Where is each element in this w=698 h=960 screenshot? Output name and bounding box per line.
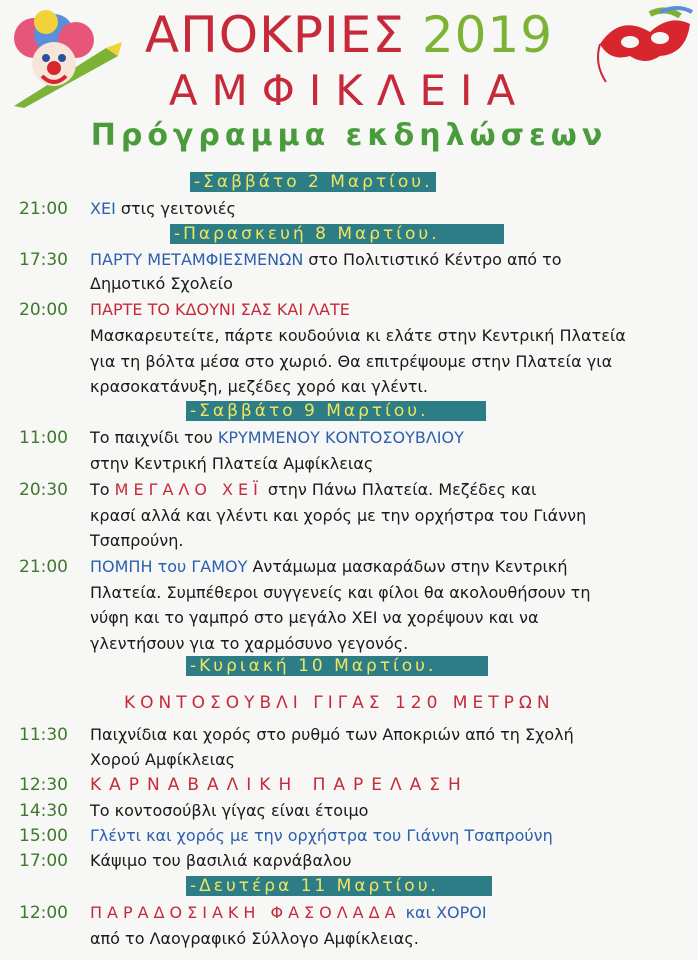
- title-year: 2019: [421, 6, 554, 64]
- event-line: κρασί αλλά και γλέντι και χορός με την ορχήστρα του Γιάννη: [90, 506, 587, 525]
- event-time: 21:00: [19, 199, 68, 219]
- day-banner-2: -Παρασκευή 8 Μαρτίου.: [170, 224, 504, 244]
- event-line: γλεντήσουν για το χαρμόσυνο γεγονός.: [90, 634, 409, 653]
- event-line: νύφη και το γαμπρό στο μεγάλο ΧΕΙ να χορέψουν και να: [90, 608, 539, 627]
- event-line: ΧΕΙ στις γειτονιές: [90, 199, 236, 218]
- poster-title: [0, 6, 698, 64]
- event-highlight: ΠΑΡΤΥ ΜΕΤΑΜΦΙΕΣΜΕΝΩΝ: [90, 250, 304, 269]
- event-line: ΠΑΡΤΥ ΜΕΤΑΜΦΙΕΣΜΕΝΩΝ στο Πολιτιστικό Κέντρο από το: [90, 250, 562, 269]
- event-highlight: ΠΑΡΑΔΟΣΙΑΚΗ ΦΑΣΟΛΑΔΑ: [90, 903, 401, 922]
- event-line: ΠΟΜΠΗ του ΓΑΜΟΥ Αντάμωμα μασκαράδων στην Κεντρική: [90, 557, 568, 576]
- event-line: Παιχνίδια και χορός στο ρυθμό των Αποκριών από τη Σχολή: [90, 725, 574, 744]
- kontosouvli-headline: ΚΟΝΤΟΣΟΥΒΛΙ ΓΙΓΑΣ 120 ΜΕΤΡΩΝ: [124, 693, 555, 713]
- event-line: Τσαπρούνη.: [90, 531, 184, 550]
- event-time: 17:30: [19, 250, 68, 270]
- event-highlight: ΜΕΓΑΛΟ ΧΕΪ: [114, 480, 263, 499]
- event-line: Το κοντοσούβλι γίγας είναι έτοιμο: [90, 801, 369, 820]
- event-line: Γλέντι και χορός με την ορχήστρα του Γιάννη Τσαπρούνη: [90, 826, 553, 845]
- event-line: στην Κεντρική Πλατεία Αμφίκλειας: [90, 454, 374, 473]
- event-time: 12:00: [19, 903, 68, 923]
- event-highlight: ΠΑΡΤΕ ΤΟ ΚΔΟΥΝΙ ΣΑΣ ΚΑΙ ΛΑΤΕ: [90, 300, 350, 319]
- event-line: από το Λαογραφικό Σύλλογο Αμφίκλειας.: [90, 929, 419, 948]
- town-name: ΑΜΦΙΚΛΕΙΑ: [168, 66, 530, 115]
- event-line: Δημοτικό Σχολείο: [90, 274, 233, 293]
- event-highlight: ΚΑΡΝΑΒΑΛΙΚΗ ΠΑΡΕΛΑΣΗ: [90, 775, 469, 795]
- event-time: 11:30: [19, 725, 68, 745]
- event-highlight: ΧΕΙ: [90, 199, 116, 218]
- event-line: Χορού Αμφίκλειας: [90, 750, 236, 769]
- event-line: κρασοκατάνυξη, μεζέδες χορό και γλέντι.: [90, 377, 428, 396]
- event-time: 12:30: [19, 775, 68, 795]
- event-time: 17:00: [19, 851, 68, 871]
- program-subtitle: Πρόγραμμα εκδηλώσεων: [90, 118, 608, 153]
- event-line: Το ΜΕΓΑΛΟ ΧΕΪ στην Πάνω Πλατεία. Μεζέδες και: [90, 480, 537, 499]
- event-line: Κάψιμο του βασιλιά καρνάβαλου: [90, 851, 352, 870]
- day-banner-1: -Σαββάτο 2 Μαρτίου.: [190, 172, 436, 192]
- event-line: ΠΑΡΑΔΟΣΙΑΚΗ ΦΑΣΟΛΑΔΑ και ΧΟΡΟΙ: [90, 903, 487, 922]
- day-banner-4: -Κυριακή 10 Μαρτίου.: [186, 656, 488, 676]
- day-banner-5: -Δευτέρα 11 Μαρτίου.: [186, 876, 492, 896]
- event-line: για τη βόλτα μέσα στο χωριό. Θα επιτρέψουμε στην Πλατεία για: [90, 352, 613, 371]
- day-banner-3: -Σαββάτο 9 Μαρτίου.: [186, 401, 486, 421]
- event-line: Το παιχνίδι του ΚΡΥΜΜΕΝΟΥ ΚΟΝΤΟΣΟΥΒΛΙΟΥ: [90, 428, 464, 447]
- event-line: Πλατεία. Συμπέθεροι συγγενείς και φίλοι θα ακολουθήσουν τη: [90, 583, 591, 602]
- event-time: 14:30: [19, 801, 68, 821]
- event-highlight: ΚΡΥΜΜΕΝΟΥ ΚΟΝΤΟΣΟΥΒΛΙΟΥ: [217, 428, 464, 447]
- event-time: 20:30: [19, 480, 68, 500]
- event-time: 21:00: [19, 557, 68, 577]
- event-time: 15:00: [19, 826, 68, 846]
- title-word: ΑΠΟΚΡΙΕΣ: [144, 6, 405, 64]
- event-line: Μασκαρευτείτε, πάρτε κουδούνια κι ελάτε στην Κεντρική Πλατεία: [90, 326, 626, 345]
- event-time: 11:00: [19, 428, 68, 448]
- event-time: 20:00: [19, 300, 68, 320]
- event-highlight: ΠΟΜΠΗ του ΓΑΜΟΥ: [90, 557, 248, 576]
